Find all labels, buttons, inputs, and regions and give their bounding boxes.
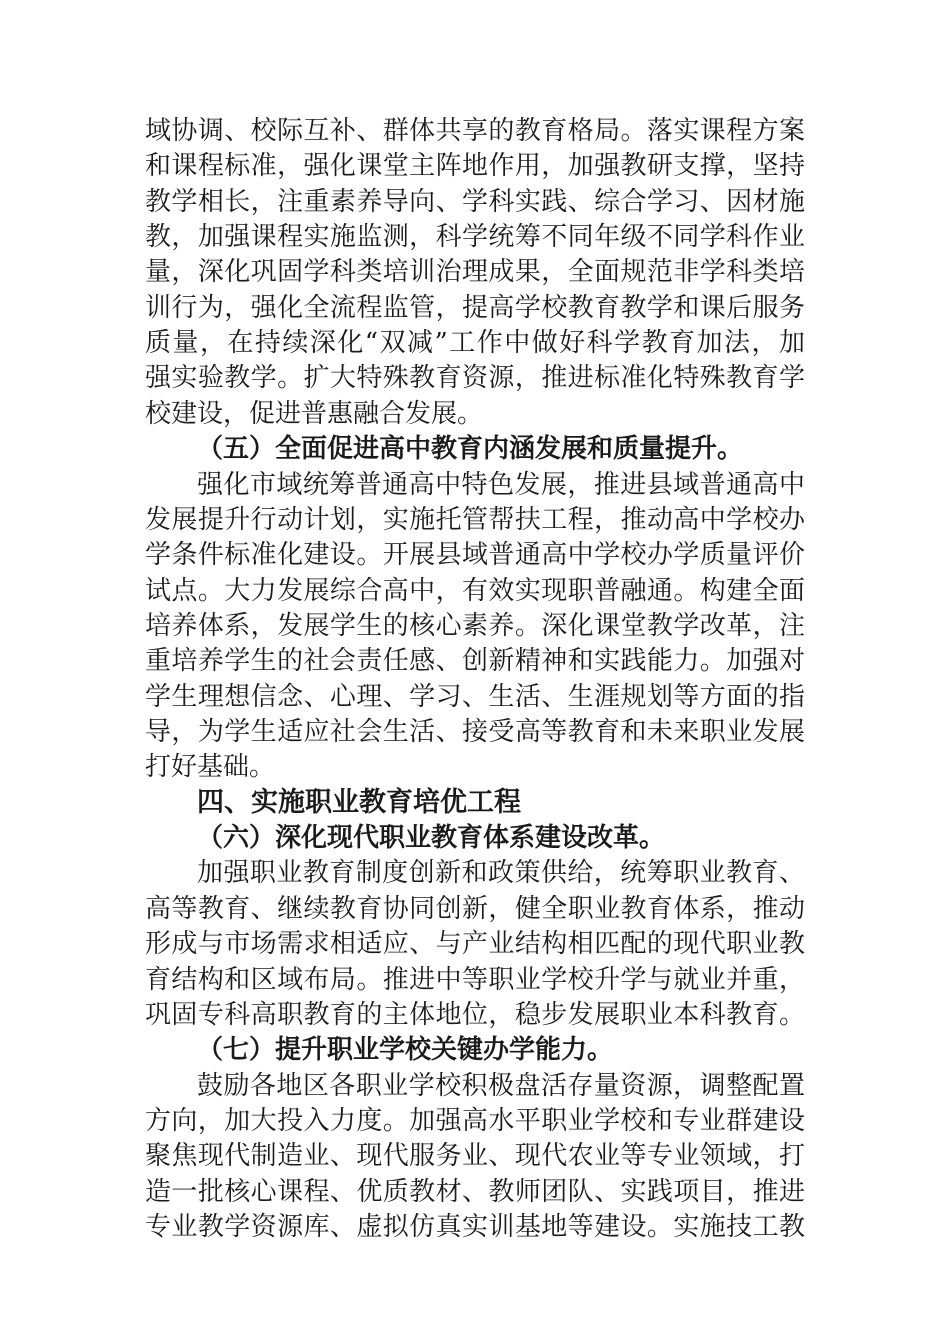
body-text-line: 教，加强课程实施监测，科学统筹不同年级不同学科作业 [145,222,805,252]
paragraph-first-line: 鼓励各地区各职业学校积极盘活存量资源，调整配置 [197,1071,805,1101]
body-text-line: 域协调、校际互补、群体共享的教育格局。落实课程方案 [145,116,805,146]
body-text-line: 导，为学生适应社会生活、接受高等教育和未来职业发展 [145,717,805,747]
body-text-line: 巩固专科高职教育的主体地位，稳步发展职业本科教育。 [145,1000,805,1030]
body-text-line: 发展提升行动计划，实施托管帮扶工程，推动高中学校办 [145,505,805,535]
body-text-line: 聚焦现代制造业、现代服务业、现代农业等专业领域，打 [145,1141,805,1171]
body-text-line: 学条件标准化建设。开展县域普通高中学校办学质量评价 [145,540,805,570]
subsection-heading-7: （七）提升职业学校关键办学能力。 [197,1035,614,1065]
subsection-heading-6: （六）深化现代职业教育体系建设改革。 [197,823,666,853]
section-heading-4: 四、实施职业教育培优工程 [197,787,521,818]
body-text-line: 学生理想信念、心理、学习、生活、生涯规划等方面的指 [145,682,805,712]
body-text-line: 培养体系，发展学生的核心素养。深化课堂教学改革，注 [145,611,805,641]
body-text-line: 强实验教学。扩大特殊教育资源，推进标准化特殊教育学 [145,363,805,393]
paragraph-first-line: 强化市域统筹普通高中特色发展，推进县域普通高中 [197,470,805,500]
body-text-line: 试点。大力发展综合高中，有效实现职普融通。构建全面 [145,576,805,606]
body-text-line: 教学相长，注重素养导向、学科实践、综合学习、因材施 [145,187,805,217]
body-text-line: 打好基础。 [145,752,276,782]
body-text-line: 质量，在持续深化“双减”工作中做好科学教育加法，加 [145,328,805,358]
body-text-line: 量，深化巩固学科类培训治理成果，全面规范非学科类培 [145,257,805,287]
body-text-line: 校建设，促进普惠融合发展。 [145,399,484,429]
body-text-line: 方向，加大投入力度。加强高水平职业学校和专业群建设 [145,1106,805,1136]
body-text-line: 形成与市场需求相适应、与产业结构相匹配的现代职业教 [145,929,805,959]
body-text-line: 和课程标准，强化课堂主阵地作用，加强教研支撑，坚持 [145,151,805,181]
body-text-line: 造一批核心课程、优质教材、教师团队、实践项目，推进 [145,1177,805,1207]
paragraph-first-line: 加强职业教育制度创新和政策供给，统筹职业教育、 [197,858,805,888]
body-text-line: 育结构和区域布局。推进中等职业学校升学与就业并重， [145,965,805,995]
body-text-line: 训行为，强化全流程监管，提高学校教育教学和课后服务 [145,293,805,323]
body-text-line: 重培养学生的社会责任感、创新精神和实践能力。加强对 [145,646,805,676]
subsection-heading-5: （五）全面促进高中教育内涵发展和质量提升。 [197,434,744,464]
body-text-line: 高等教育、继续教育协同创新，健全职业教育体系，推动 [145,894,805,924]
body-text-line: 专业教学资源库、虚拟仿真实训基地等建设。实施技工教 [145,1212,805,1242]
